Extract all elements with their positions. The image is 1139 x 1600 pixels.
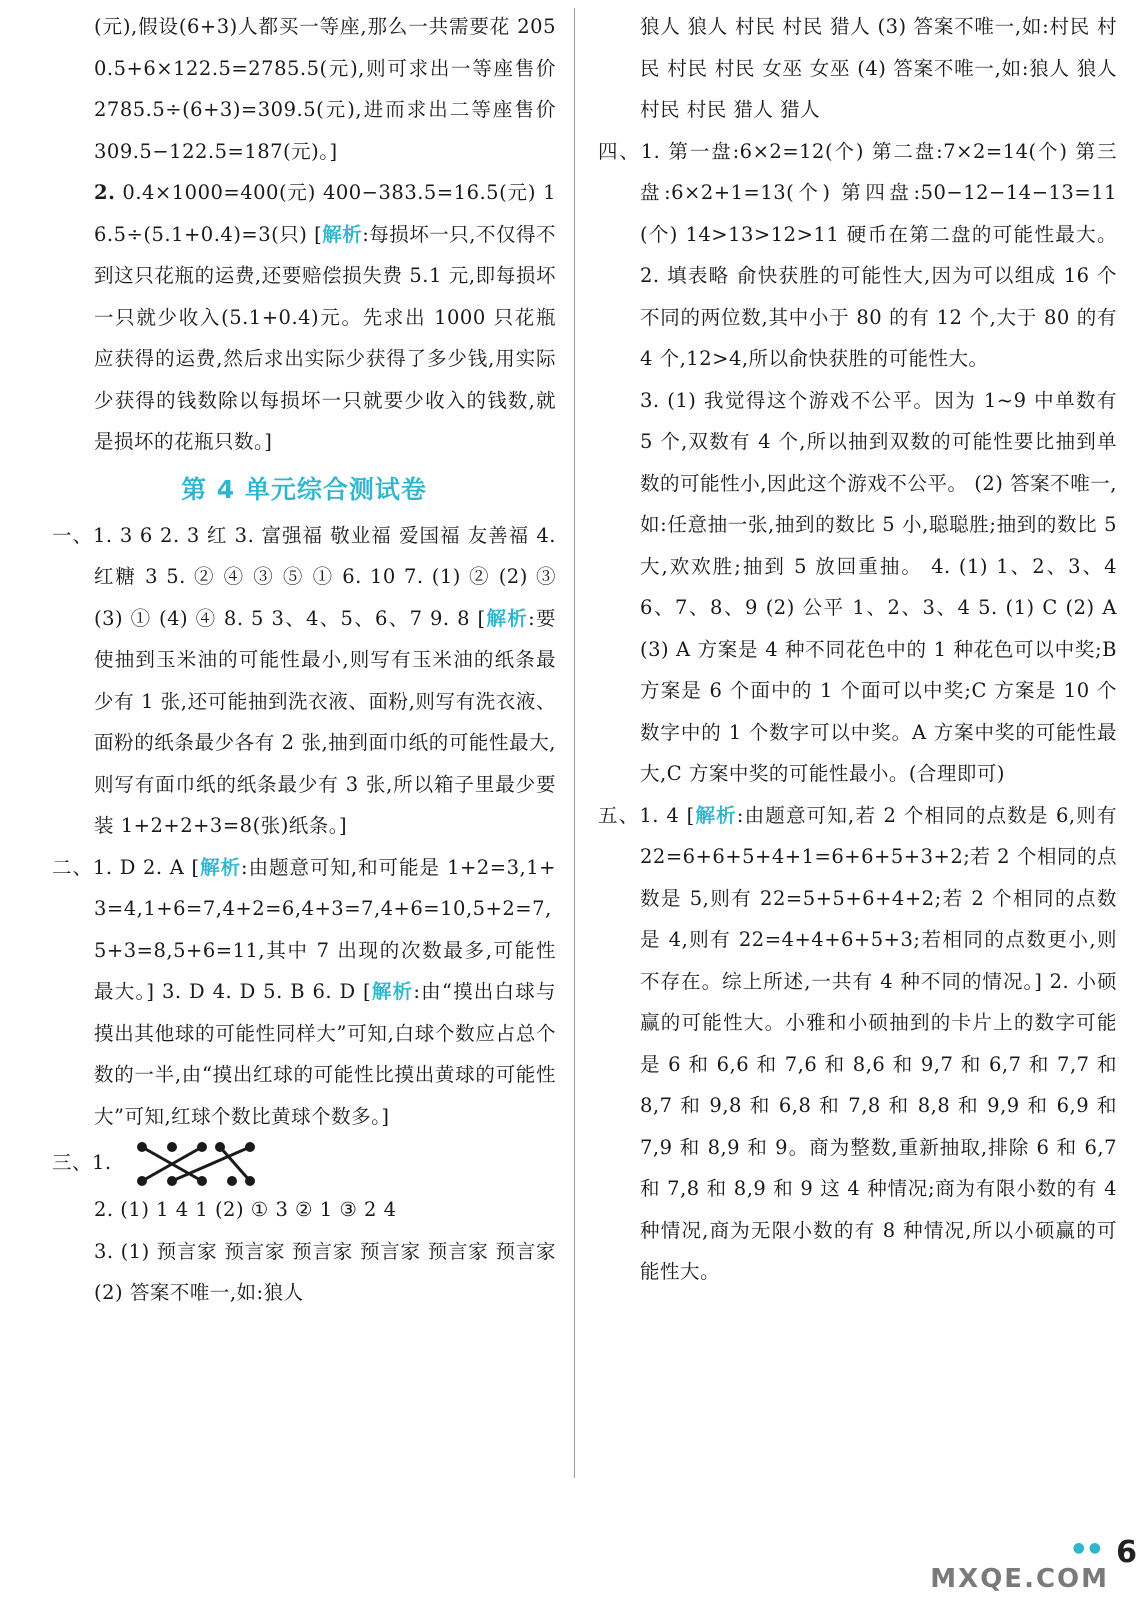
page-number: 6 [1116,1535,1137,1570]
watermark: MXQE.COM [930,1564,1109,1594]
analysis-tag: 解析 [322,222,363,246]
decorative-dots: ●● [1072,1540,1105,1556]
right-column [580,0,1139,1600]
column-divider [574,8,575,1478]
section-three-q3: 3. (1) 预言家 预言家 预言家 预言家 预言家 预言家 (2) 答案不唯一,如:狼人 [94,1239,556,1304]
answer-number: 2. [94,181,116,204]
analysis-text: :要使抽到玉米油的可能性最小,则写有玉米油的纸条最少有 1 张,还可能抽到洗衣液、面粉,则写有洗衣液、面粉的纸条最少各有 2 张,抽到面巾纸的可能性最大,则写有面巾纸的纸条最少有 3 张,所以箱子里最少要装 1+2+2+3=8(张)纸条。] [94,606,556,837]
analysis-tag: 解析 [371,980,414,1003]
section-three-label: 三、1. [52,1151,112,1174]
section-title: 第 4 单元综合测试卷 [181,474,427,504]
section-three-continued: 狼人 狼人 村民 村民 猎人 (3) 答案不唯一,如:村民 村民 村民 村民 女巫 女巫 (4) 答案不唯一,如:狼人 狼人 村民 村民 猎人 猎人 [640,15,1117,121]
section-five [598,795,1117,1293]
section-two-text: 二、1. D 2. A [ [52,855,200,879]
section-three-q2: 2. (1) 1 4 1 (2) ① 3 ② 1 ③ 2 4 [94,1198,397,1221]
section-four: 四、1. 第一盘:6×2=12(个) 第二盘:7×2=14(个) 第三盘:6×2+1=13(个) 第四盘:50−12−14−13=11(个) 14>13>12>11 硬币在第二盘的可能性最大。 2. 填表略 俞快获胜的可能性大,因为可以组成 16 个不同的两位数,其中小于 80 的有 12 个,大于 80 的有 4 个,12>4,所以俞快获胜的可能性大。 [598,139,1117,370]
answer-text: 0.4×1000=400(元) 400−383.5=16.5(元) 16.5÷(5.1+0.4)=3(只) [ [94,181,556,246]
answer-block-prev: (元),假设(6+3)人都买一等座,那么一共需要花 2050.5+6×122.5=2785.5(元),则可求出一等座售价 2785.5÷(6+3)=309.5(元),进而求出二等座售价 309.5−122.5=187(元)。] [94,15,556,163]
section-two [52,847,556,1138]
analysis-tag: 解析 [485,606,529,630]
analysis-text: :由“摸出白球与摸出其他球的可能性同样大”可知,白球个数应占总个数的一半,由“摸出红球的可能性比摸出黄球的可能性大”可知,红球个数比黄球个数多。] [94,980,556,1128]
analysis-text: :由题意可知,和可能是 1+2=3,1+3=4,1+6=7,4+2=6,4+3=7,4+6=10,5+2=7,5+3=8,5+6=11,其中 7 出现的次数最多,可能性最大。] 3. D 4. D 5. B 6. D [ [94,855,556,1003]
analysis-text: :每损坏一只,不仅得不到这只花瓶的运费,还要赔偿损失费 5.1 元,即每损坏一只就少收入(5.1+0.4)元。先求出 1000 只花瓶应获得的运费,然后求出实际少获得了多少钱,用实际少获得的钱数除以每损坏一只就要少收入的钱数,就是损坏的花瓶只数。] [94,222,556,453]
analysis-text: :由题意可知,若 2 个相同的点数是 6,则有 22=6+6+5+4+1=6+6+5+3+2;若 2 个相同的点数是 5,则有 22=5+5+6+4+2;若 2 个相同的点数是 4,则有 22=4+4+6+5+3;若相同的点数更小,则不存在。综上所述,一共有 4 种不同的情况。] 2. 小硕赢的可能性大。小雅和小硕抽到的卡片上的数字可能是 6 和 6,6 和 7,6 和 8,6 和 9,7 和 6,7 和 7,7 和 8,7 和 9,8 和 6,8 和 7,8 和 8,8 和 9,9 和 6,9 和 7,9 和 8,9 和 9。商为整数,重新抽取,排除 6 和 6,7 和 7,8 和 8,9 和 9 这 4 种情况;商为有限小数的有 4 种情况,商为无限小数的有 8 种情况,所以小硕赢的可能性大。 [640,803,1117,1283]
section-four-q3: 3. (1) 我觉得这个游戏不公平。因为 1~9 中单数有 5 个,双数有 4 个,所以抽到双数的可能性要比抽到单数的可能性小,因此这个游戏不公平。 (2) 答案不唯一,如:任意抽一张,抽到的数比 5 小,聪聪胜;抽到的数比 5 大,欢欢胜;抽到 5 放回重抽。 4. (1) 1、2、3、4 6、7、8、9 (2) 公平 1、2、3、4 5. (1) C (2) A (3) A 方案是 4 种不同花色中的 1 种花色可以中奖;B 方案是 6 个面中的 1 个面可以中奖;C 方案是 10 个数字中的 1 个数字可以中奖。A 方案中奖的可能性最大,C 方案中奖的可能性最小。(合理即可) [640,388,1117,785]
matching-lines-diagram [132,1141,262,1187]
answer-block-2 [52,172,556,463]
analysis-tag: 解析 [199,855,242,879]
section-five-text: 五、1. 4 [ [598,803,695,827]
analysis-tag: 解析 [694,803,737,827]
section-one-text: 一、1. 3 6 2. 3 红 3. 富强福 敬业福 爱国福 友善福 4. 红糖 3 5. ② ④ ③ ⑤ ① 6. 10 7. (1) ② (2) ③ (3) ① (4) ④ 8. 5 3、4、5、6、7 9. 8 [ [52,523,556,630]
section-three [52,1137,556,1189]
section-one [52,515,556,847]
